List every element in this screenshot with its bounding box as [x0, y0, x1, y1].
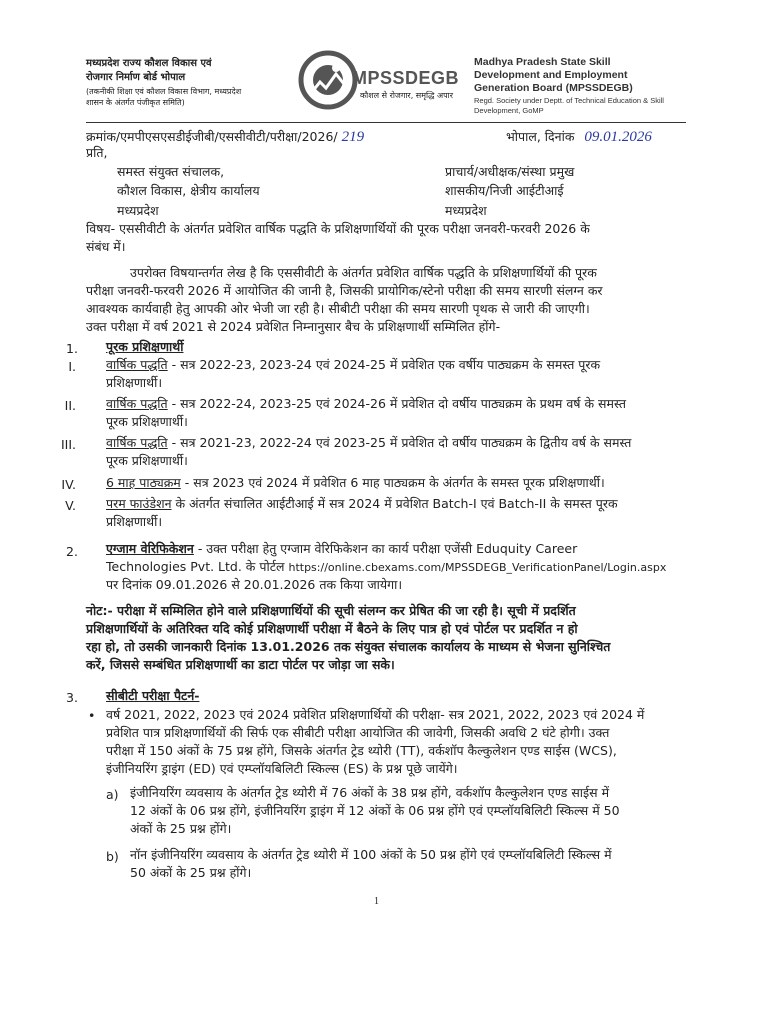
item-4-label: 6 माह पाठ्यक्रम	[106, 475, 181, 490]
item-2-line-2: पूरक प्रशिक्षणार्थी।	[106, 414, 188, 429]
mpssdegb-logo-icon	[298, 50, 358, 110]
section-2-text: - उक्त परीक्षा हेतु एग्जाम वेरिफिकेशन का कार्य परीक्षा एजेंसी Eduquity Career	[193, 541, 578, 556]
item-5-number: V.	[65, 498, 76, 513]
item-5-text: के अंतर्गत संचालित आईटीआई में सत्र 2024 में प्रवेशित Batch-I एवं Batch-II के समस्त पूरक	[171, 496, 618, 511]
hindi-org-name-1: मध्यप्रदेश राज्य कौशल विकास एवं	[86, 58, 212, 69]
item-4-line-1	[106, 474, 605, 492]
eng-org-name-1: Madhya Pradesh State Skill	[474, 56, 611, 68]
eng-org-name-2: Development and Employment	[474, 69, 628, 81]
sub-b-line-2: 50 अंकों के 25 प्रश्न होंगे।	[130, 865, 252, 880]
item-1-label: वार्षिक पद्धति	[106, 357, 168, 372]
hindi-org-sub-1: (तकनीकी शिक्षा एवं कौशल विकास विभाग, मध्यप्रदेश	[86, 87, 242, 96]
item-2-line-1	[106, 395, 626, 413]
subject-line-2: संबंध में।	[86, 239, 126, 254]
section-2-line-3: पर दिनांक 09.01.2026 से 20.01.2026 तक किया जायेगा।	[106, 577, 403, 592]
section-2-line-1	[106, 540, 577, 558]
intro-line-2: परीक्षा जनवरी-फरवरी 2026 में आयोजित की जानी है, जिसकी प्रायोगिक/स्टेनो परीक्षा की समय सारणी संलग्न कर	[86, 283, 603, 298]
pattern-line-2: प्रवेशित पात्र प्रशिक्षणार्थियों की सिर्फ एक सीबीटी परीक्षा आयोजित की जावेगी, जिसकी अवधि 2 घंटे होगी। उक्त	[106, 725, 610, 740]
address-right-3: मध्यप्रदेश	[445, 203, 487, 218]
note-line-1: नोट:- परीक्षा में सम्मिलित होने वाले प्रशिक्षणार्थियों की सूची संलग्न कर प्रेषित की जा रही है। सूची में प्रदर्शित	[86, 603, 576, 618]
section-3-title: सीबीटी परीक्षा पैटर्न-	[106, 688, 200, 703]
intro-line-3: आवश्यक कार्यवाही हेतु आपकी ओर भेजी जा रही है। सीबीटी परीक्षा की समय सारणी पृथक से जारी की जाएगी।	[86, 301, 590, 316]
address-left-2: कौशल विकास, क्षेत्रीय कार्यालय	[117, 183, 260, 198]
item-1-line-1	[106, 356, 600, 374]
section-2-number: 2.	[66, 544, 78, 559]
section-3-number: 3.	[66, 690, 78, 705]
item-1-line-2: प्रशिक्षणार्थी।	[106, 375, 163, 390]
section-1-title: पूरक प्रशिक्षणार्थी	[106, 339, 184, 354]
note-line-2: प्रशिक्षणार्थियों के अतिरिक्त यदि कोई प्रशिक्षणार्थी परीक्षा में बैठने के लिए पात्र हो एवं पोर्टल पर प्रदर्शित न हो	[86, 621, 578, 636]
item-3-line-1	[106, 434, 631, 452]
reference-number-value: 219	[341, 129, 365, 145]
address-right-2: शासकीय/निजी आईटीआई	[445, 183, 564, 198]
section-2-title: एग्जाम वेरिफिकेशन	[106, 541, 194, 556]
intro-line-4: उक्त परीक्षा में वर्ष 2021 से 2024 प्रवेशित निम्नानुसार बैच के प्रशिक्षणार्थी सम्मिलित होंगे-	[86, 319, 501, 334]
pattern-line-4: इंजीनियरिंग ड्राइंग (ED) एवं एम्प्लॉयबिलिटी स्किल्स (ES) के प्रश्न पूछे जायेंगे।	[106, 761, 458, 776]
pattern-line-1: वर्ष 2021, 2022, 2023 एवं 2024 प्रवेशित प्रशिक्षणार्थियों की परीक्षा- सत्र 2021, 2022, 2023 एवं 2024 में	[106, 707, 645, 722]
item-5-label: परम फाउंडेशन	[106, 496, 172, 511]
section-2-line-2	[106, 558, 666, 577]
bullet-icon: •	[88, 708, 96, 723]
intro-line-1: उपरोक्त विषयान्तर्गत लेख है कि एससीवीटी के अंतर्गत प्रवेशित वार्षिक पद्धति के प्रशिक्षणार्थियों की पूरक	[130, 265, 597, 280]
address-prati: प्रति,	[86, 145, 108, 160]
sub-a-line-3: अंकों के 25 प्रश्न होंगे।	[130, 821, 232, 836]
verification-portal-link[interactable]: https://online.cbexams.com/MPSSDEGB_VerificationPanel/Login.aspx	[288, 561, 667, 574]
pattern-line-3: परीक्षा में 150 अंकों के 75 प्रश्न होंगे, जिसके अंतर्गत ट्रेड थ्योरी (TT), वर्कशॉप कैल्कुलेशन एण्ड साईस (WCS),	[106, 743, 617, 758]
hindi-org-name-2: रोजगार निर्माण बोर्ड भोपाल	[86, 72, 186, 83]
place-date-label: भोपाल, दिनांक	[506, 129, 575, 144]
section-2-company: Technologies Pvt. Ltd. के पोर्टल	[106, 559, 289, 574]
item-5-line-2: प्रशिक्षणार्थी।	[106, 514, 163, 529]
sub-a-line-2: 12 अंकों के 06 प्रश्न होंगे, इंजीनियरिंग ड्राइंग में 12 अंकों के 06 प्रश्न होंगे एवं एम्प्लॉयबिलिटी स्किल्स में 50	[130, 803, 620, 818]
reference-line	[86, 128, 364, 147]
eng-org-name-3: Generation Board (MPSSDEGB)	[474, 82, 633, 94]
address-right-1: प्राचार्य/अधीक्षक/संस्था प्रमुख	[445, 164, 575, 179]
date-line	[506, 128, 652, 147]
header-rule	[86, 122, 686, 123]
section-1-number: 1.	[66, 341, 78, 356]
hindi-org-sub-2: शासन के अंतर्गत पंजीकृत समिति)	[86, 98, 185, 107]
date-value: 09.01.2026	[584, 129, 652, 145]
address-left-3: मध्यप्रदेश	[117, 203, 159, 218]
item-1-text: - सत्र 2022-23, 2023-24 एवं 2024-25 में प्रवेशित एक वर्षीय पाठ्यक्रम के समस्त पूरक	[167, 357, 601, 372]
sub-a-line-1: इंजीनियरिंग व्यवसाय के अंतर्गत ट्रेड थ्योरी में 76 अंकों के 38 प्रश्न होंगे, वर्कशॉप कैल्कुलेशन एण्ड साईस में	[130, 785, 610, 800]
sub-b-number: b)	[106, 849, 119, 864]
eng-org-sub-1: Regd. Society under Deptt. of Technical Education & Skill	[474, 96, 664, 105]
note-line-4: करें, जिससे सम्बंधित प्रशिक्षणार्थी का डाटा पोर्टल पर जोड़ा जा सके।	[86, 657, 395, 672]
sub-a-number: a)	[106, 787, 119, 802]
reference-number-label: क्रमांक/एमपीएसएसडीईजीबी/एससीवीटी/परीक्षा/2026/	[86, 129, 338, 144]
logo-text: MPSSDEGB	[352, 68, 460, 88]
address-left-1: समस्त संयुक्त संचालक,	[117, 164, 225, 179]
item-2-label: वार्षिक पद्धति	[106, 396, 168, 411]
item-4-number: IV.	[61, 477, 76, 492]
note-line-3: रहा हो, तो उसकी जानकारी दिनांक 13.01.2026 तक संयुक्त संचालक कार्यालय के माध्यम से भेजना सुनिश्चित	[86, 639, 611, 654]
subject-line-1: विषय- एससीवीटी के अंतर्गत प्रवेशित वार्षिक पद्धति के प्रशिक्षणार्थियों की पूरक परीक्षा जनवरी-फरवरी 2026 के	[86, 221, 590, 236]
item-2-text: - सत्र 2022-24, 2023-25 एवं 2024-26 में प्रवेशित दो वर्षीय पाठ्यक्रम के प्रथम वर्ष के समस्त	[167, 396, 626, 411]
item-3-text: - सत्र 2021-23, 2022-24 एवं 2023-25 में प्रवेशित दो वर्षीय पाठ्यक्रम के द्वितीय वर्ष के समस्त	[167, 435, 632, 450]
item-4-text: - सत्र 2023 एवं 2024 में प्रवेशित 6 माह पाठ्यक्रम के अंतर्गत के समस्त पूरक प्रशिक्षणार्थी।	[180, 475, 605, 490]
item-3-line-2: पूरक प्रशिक्षणार्थी।	[106, 453, 188, 468]
item-5-line-1	[106, 495, 618, 513]
sub-b-line-1: नॉन इंजीनियरिंग व्यवसाय के अंतर्गत ट्रेड थ्योरी में 100 अंकों के 50 प्रश्न होंगे एवं एम्प्लॉयबिलिटी स्किल्स में	[130, 847, 612, 862]
item-3-number: III.	[60, 437, 76, 452]
item-2-number: II.	[64, 398, 76, 413]
logo-tagline: कौशल से रोजगार, समृद्धि अपार	[360, 91, 453, 100]
item-3-label: वार्षिक पद्धति	[106, 435, 168, 450]
page-number: 1	[374, 896, 379, 907]
item-1-number: I.	[68, 359, 76, 374]
eng-org-sub-2: Development, GoMP	[474, 106, 544, 115]
